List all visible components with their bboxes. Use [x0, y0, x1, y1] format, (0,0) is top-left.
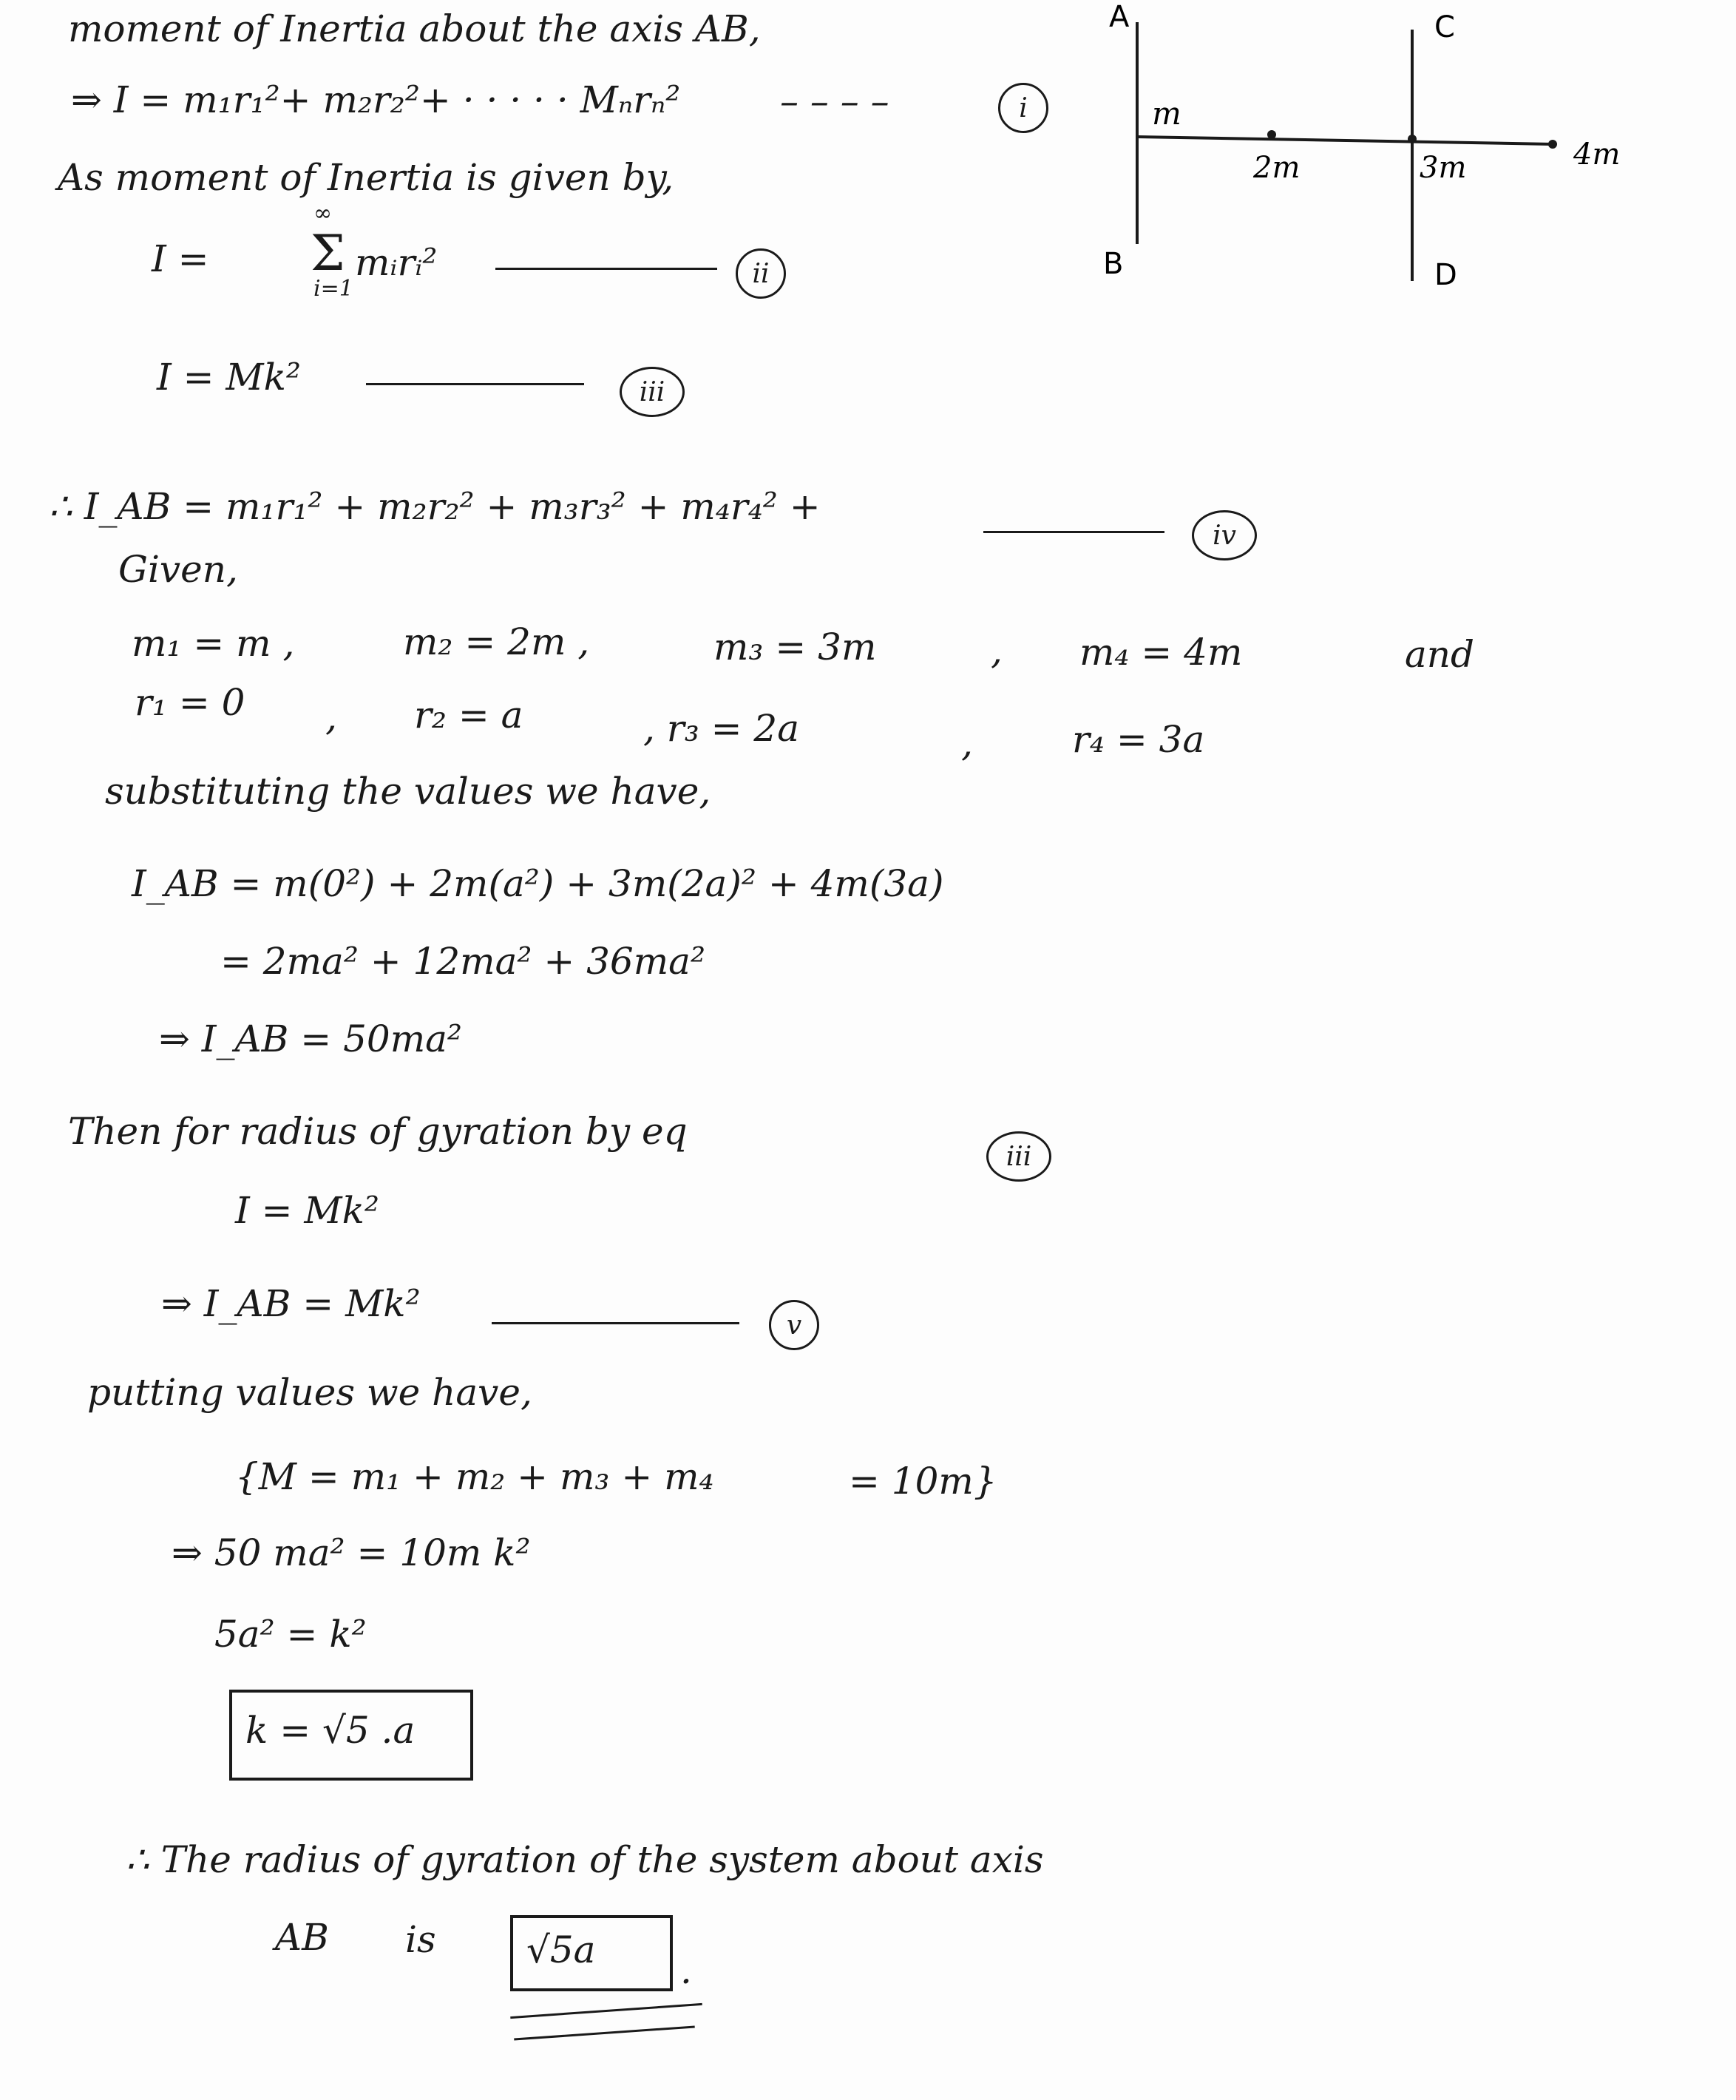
- sum-lhs: I =: [152, 237, 209, 280]
- putting-line: putting values we have,: [87, 1371, 532, 1414]
- mass-point-3m: [1408, 135, 1417, 143]
- radius-r4: r₄ = 3a: [1072, 718, 1205, 761]
- definition-line: As moment of Inertia is given by,: [58, 156, 674, 199]
- mass-point-2m: [1267, 130, 1276, 139]
- label-4m: 4m: [1573, 138, 1621, 172]
- conclusion-line: ∴ The radius of gyration of the system about axis: [126, 1838, 1044, 1881]
- final-dot: .: [680, 1949, 692, 1992]
- eq-label-iv: iv: [1192, 510, 1257, 560]
- eq-rule: [492, 1322, 739, 1324]
- separator-comma: ,: [325, 696, 337, 739]
- inertia-mk2: I = Mk²: [157, 356, 301, 399]
- iab-result: ⇒ I_AB = 50ma²: [159, 1017, 462, 1060]
- mass-m3: m₃ = 3m: [713, 626, 877, 668]
- sum-lower-limit: i=1: [313, 276, 353, 302]
- eq-rule: [366, 383, 584, 385]
- substituting-line: substituting the values we have,: [105, 770, 711, 813]
- dash-line: – – – –: [780, 80, 889, 123]
- label-2m: 2m: [1253, 151, 1301, 185]
- mass-m2: m₂ = 2m ,: [403, 620, 590, 663]
- label-3m: 3m: [1420, 151, 1467, 185]
- given-label: Given,: [118, 548, 238, 591]
- fifty-ma2-equation: ⇒ 50 ma² = 10m k²: [172, 1531, 531, 1574]
- mass-rod-line: [1137, 137, 1553, 144]
- radius-r1: r₁ = 0: [135, 681, 245, 724]
- summation-symbol: [311, 200, 353, 302]
- separator-comma: ,: [991, 629, 1003, 672]
- label-b: B: [1103, 247, 1124, 281]
- underline-2: [514, 2025, 695, 2040]
- radius-r2: r₂ = a: [414, 694, 523, 736]
- label-a: A: [1109, 0, 1130, 34]
- mass-m4: m₄ = 4m: [1079, 631, 1243, 674]
- total-mass-sum: {M = m₁ + m₂ + m₃ + m₄: [235, 1455, 714, 1498]
- label-c: C: [1434, 10, 1455, 44]
- eq-rule: [983, 531, 1164, 533]
- simplified-equation: = 2ma² + 12ma² + 36ma²: [220, 940, 706, 983]
- iab-expansion: ∴ I_AB = m₁r₁² + m₂r₂² + m₃r₃² + m₄r₄² +: [49, 485, 821, 528]
- substitution-equation: I_AB = m(0²) + 2m(a²) + 3m(2a)² + 4m(3a): [132, 862, 944, 905]
- mass-point-4m: [1548, 140, 1557, 149]
- conclusion-axis: AB: [275, 1916, 329, 1959]
- eq-label-ii: ii: [736, 248, 786, 299]
- sum-upper-limit: ∞: [313, 200, 332, 226]
- underline-1: [510, 2003, 702, 2019]
- eq-rule: [495, 268, 717, 270]
- intro-line: moment of Inertia about the axis AB,: [68, 7, 761, 50]
- then-line: Then for radius of gyration by eq: [68, 1110, 688, 1153]
- radius-r3: , r₃ = 2a: [643, 707, 800, 750]
- boxed-result: k = √5 .a: [245, 1709, 416, 1752]
- conclusion-is: is: [405, 1918, 436, 1961]
- eq-ref-iii: iii: [986, 1131, 1051, 1182]
- axes-diagram: [1072, 0, 1723, 311]
- iab-mk2: ⇒ I_AB = Mk²: [161, 1282, 421, 1325]
- sum-term: mᵢrᵢ²: [355, 241, 438, 284]
- final-answer: √5a: [526, 1928, 596, 1971]
- separator-comma: ,: [961, 722, 973, 765]
- mass-m1: m₁ = m ,: [132, 622, 295, 665]
- eq-label-i: i: [998, 83, 1048, 133]
- label-d: D: [1434, 258, 1457, 292]
- inertia-mk2-again: I = Mk²: [235, 1189, 379, 1232]
- total-mass-value: = 10m}: [849, 1460, 997, 1503]
- sigma-glyph: Σ: [311, 225, 345, 282]
- eq-label-iii: iii: [620, 367, 685, 417]
- label-m: m: [1152, 95, 1181, 132]
- and-word: and: [1405, 633, 1475, 676]
- moment-sum-equation: ⇒ I = m₁r₁²+ m₂r₂²+ · · · · · Mₙrₙ²: [71, 78, 681, 121]
- five-a2-equation: 5a² = k²: [214, 1613, 367, 1656]
- eq-label-v: v: [769, 1300, 819, 1350]
